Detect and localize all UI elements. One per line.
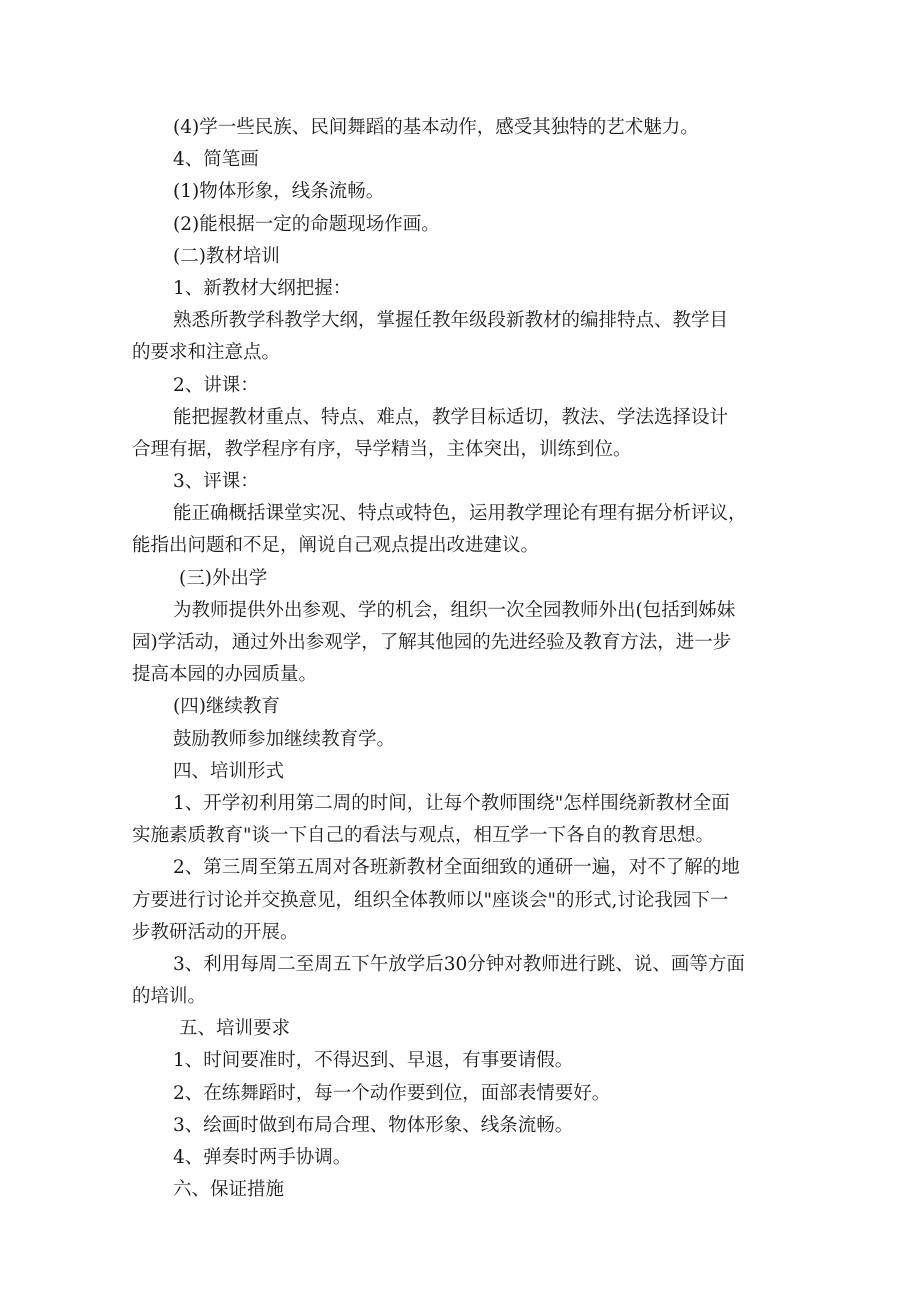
paragraph-line: 提高本园的办园质量。	[132, 664, 318, 686]
paragraph-line: 的培训。	[132, 986, 207, 1008]
paragraph-line: (1)物体形象，线条流畅。	[173, 181, 385, 203]
paragraph-line: 园)学活动，通过外出参观学，了解其他园的先进经验及教育方法，进一步	[132, 632, 732, 653]
section-heading: 2、讲课：	[173, 374, 259, 396]
paragraph-line: 能正确概括课堂实况、特点或特色，运用教学理论有理有据分析评议，	[173, 503, 747, 525]
paragraph-line: 4、弹奏时两手协调。	[173, 1147, 352, 1168]
paragraph-line: 3、利用每周二至周五下午放学后30分钟对教师进行跳、说、画等方面	[173, 953, 745, 975]
paragraph-line: 1、时间要准时，不得迟到、早退，有事要请假。	[173, 1050, 574, 1072]
paragraph-line: 1、开学初利用第二周的时间，让每个教师围绕"怎样围绕新教材全面	[173, 792, 730, 814]
paragraph-line: 方要进行讨论并交换意见，组织全体教师以"座谈会"的形式,讨论我园下一	[132, 889, 729, 911]
section-heading: (三)外出学	[179, 567, 268, 589]
paragraph-line: (4)学一些民族、民间舞蹈的基本动作，感受其独特的艺术魅力。	[173, 117, 699, 138]
section-heading: 五、培训要求	[179, 1018, 291, 1040]
section-heading: 4、简笔画	[173, 149, 259, 171]
paragraph-line: 2、第三周至第五周对各班新教材全面细致的通研一遍，对不了解的地	[173, 857, 740, 879]
paragraph-line: 合理有据，教学程序有序，导学精当，主体突出，训练到位。	[132, 438, 632, 460]
paragraph-line: 的要求和注意点。	[132, 342, 281, 364]
paragraph-line: 3、绘画时做到布局合理、物体形象、线条流畅。	[173, 1114, 574, 1136]
section-heading: 六、保证措施	[173, 1179, 285, 1201]
paragraph-line: 鼓励教师参加继续教育学。	[173, 728, 396, 750]
paragraph-line: (2)能根据一定的命题现场作画。	[173, 213, 440, 235]
paragraph-line: 为教师提供外出参观、学的机会，组织一次全园教师外出(包括到姊妹	[173, 599, 736, 621]
section-heading: 3、评课：	[173, 471, 259, 493]
section-heading: (四)继续教育	[173, 696, 280, 718]
section-heading: (二)教材培训	[173, 245, 280, 267]
paragraph-line: 能指出问题和不足，阐说自己观点提出改进建议。	[132, 535, 540, 557]
paragraph-line: 步教研活动的开展。	[132, 921, 299, 943]
paragraph-line: 熟悉所教学科教学大纲，掌握任教年级段新教材的编排特点、教学目	[173, 310, 729, 332]
paragraph-line: 2、在练舞蹈时，每一个动作要到位，面部表情要好。	[173, 1082, 611, 1104]
document-body	[132, 112, 792, 1206]
paragraph-line: 实施素质教育"谈一下自己的看法与观点，相互学一下各自的教育思想。	[132, 825, 715, 847]
paragraph-line: 能把握教材重点、特点、难点，教学目标适切，教法、学法选择设计	[173, 406, 729, 428]
section-heading: 四、培训形式	[173, 760, 285, 782]
section-heading: 1、新教材大纲把握：	[173, 277, 352, 299]
